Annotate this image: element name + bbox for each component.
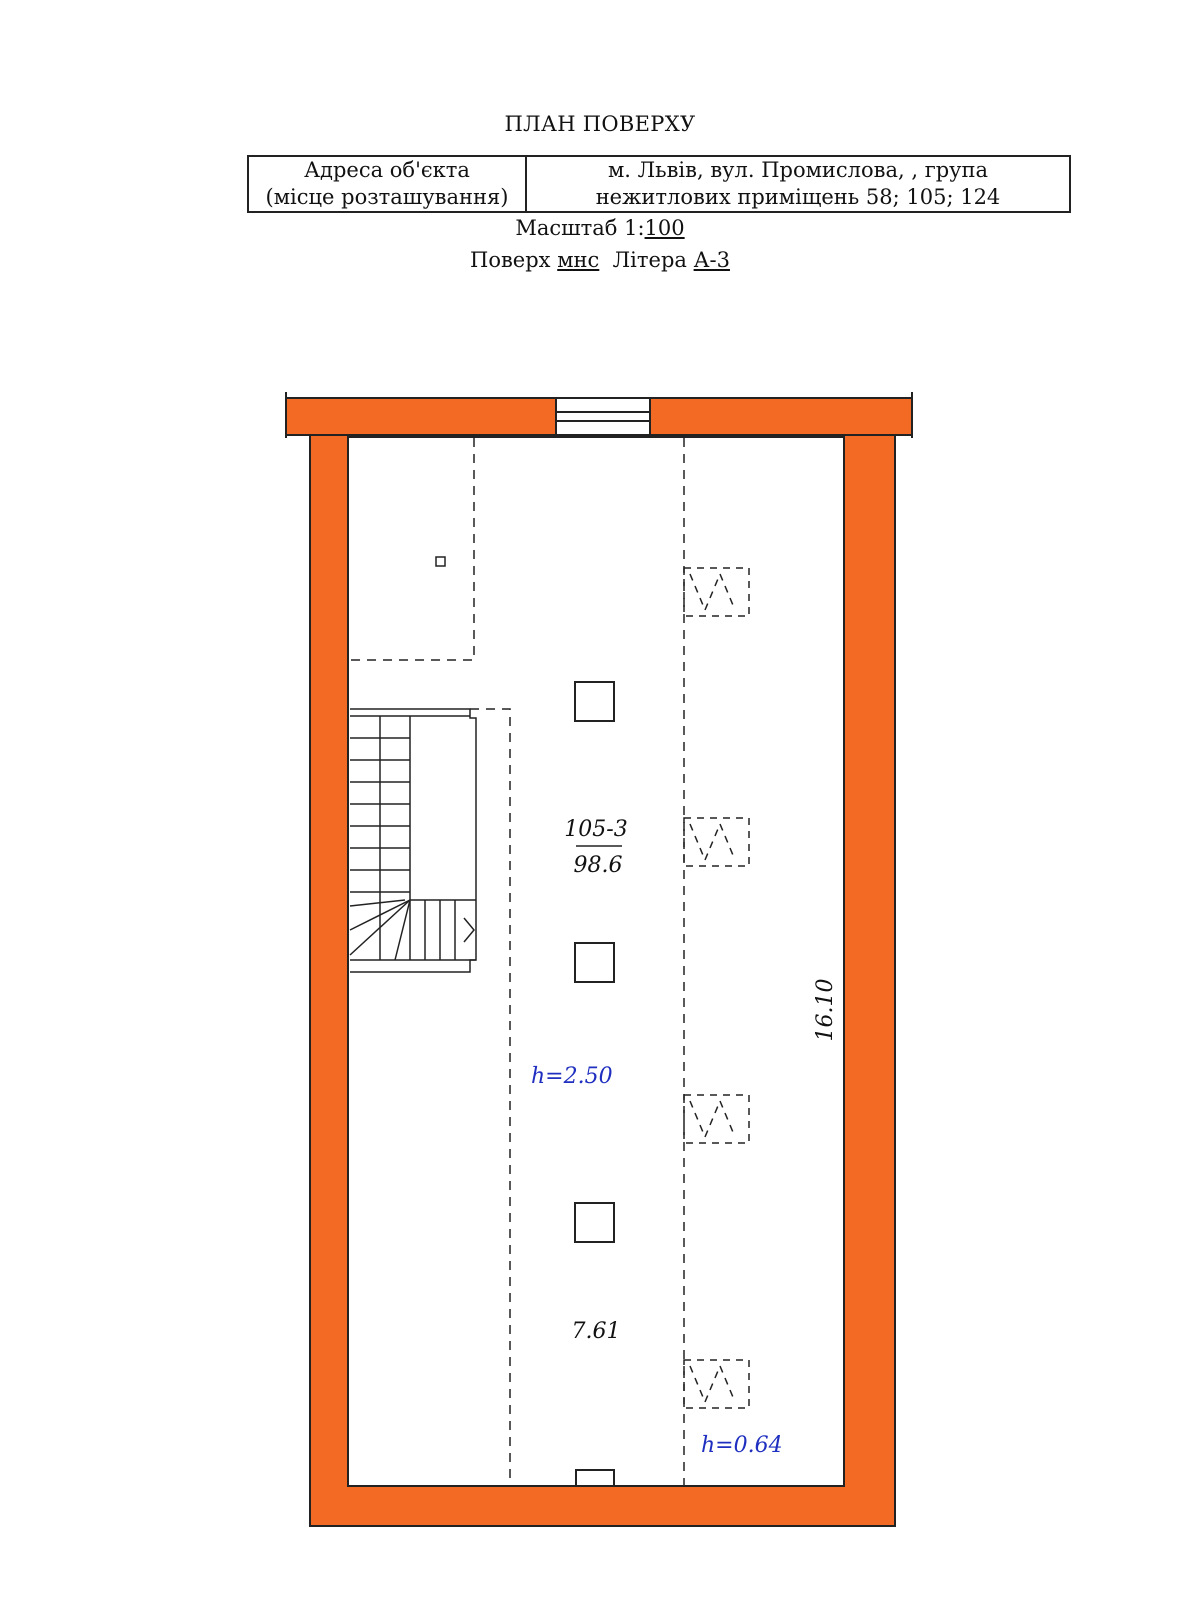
room-area: 98.6	[573, 853, 623, 878]
height-main: h=2.50	[531, 1064, 613, 1089]
scale-value: 100	[644, 216, 685, 240]
scale-prefix: Масштаб 1:	[515, 216, 645, 240]
height-low: h=0.64	[701, 1433, 783, 1458]
address-label-line2: (місце розташування)	[265, 185, 509, 209]
roof-hatch	[684, 1095, 749, 1143]
dimension-length: 16.10	[813, 978, 838, 1042]
roof-hatch	[684, 1360, 749, 1408]
column-bottom	[576, 1470, 614, 1486]
floor-value: мнс	[557, 248, 600, 272]
roof-hatches	[684, 568, 749, 1408]
staircase	[350, 709, 476, 972]
address-value-line1: м. Львів, вул. Промислова, , група	[607, 158, 989, 182]
stair-treads	[350, 738, 476, 960]
letter-value: А-3	[693, 248, 730, 272]
column	[575, 943, 614, 982]
wall-outer	[310, 435, 895, 1526]
room-number: 105-3	[564, 817, 628, 842]
column	[575, 682, 614, 721]
floor-prefix: Поверх	[470, 248, 558, 272]
column	[575, 1203, 614, 1242]
page-title: ПЛАН ПОВЕРХУ	[504, 112, 696, 136]
vent-square	[436, 557, 445, 566]
stair-arrow	[464, 918, 474, 942]
address-value-line2: нежитлових приміщень 58; 105; 124	[595, 185, 1001, 209]
letter-prefix: Літера	[612, 248, 694, 272]
dimension-width: 7.61	[571, 1319, 621, 1344]
dashed-top-left-box	[348, 438, 474, 660]
window	[556, 398, 650, 435]
wall-top-right	[650, 398, 912, 435]
address-label-line1: Адреса об'єкта	[304, 158, 470, 182]
roof-hatch	[684, 568, 749, 616]
dashed-lines	[348, 438, 684, 1486]
wall-top	[286, 398, 556, 435]
roof-hatch	[684, 818, 749, 866]
